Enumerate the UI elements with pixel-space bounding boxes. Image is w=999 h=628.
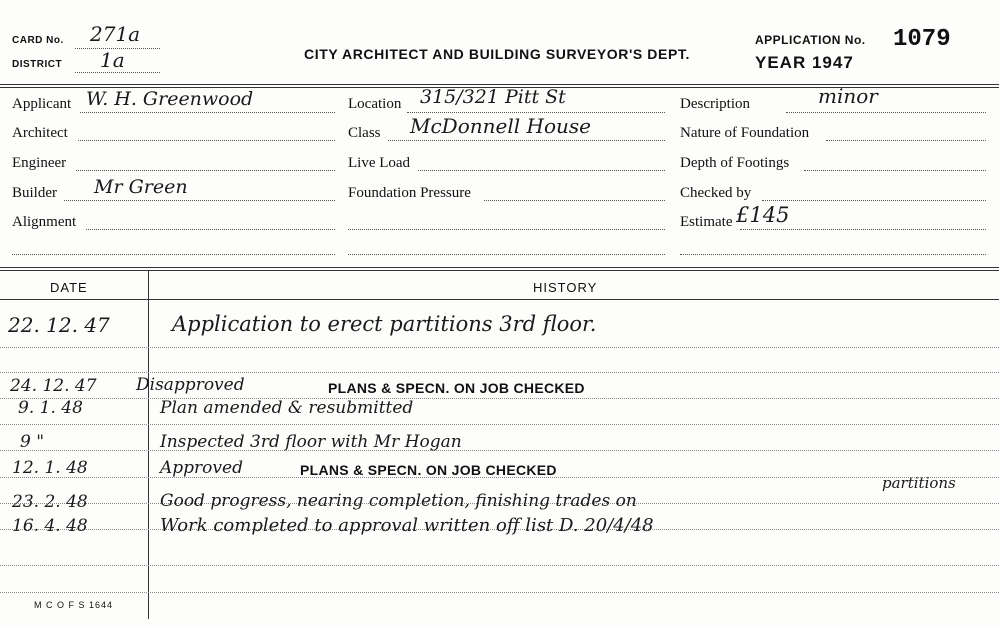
checked-stamp: PLANS & SPECN. ON JOB CHECKED <box>300 462 557 478</box>
description-line <box>786 112 986 113</box>
date-column-header: DATE <box>50 280 88 295</box>
alignment-label: Alignment <box>12 214 77 230</box>
alignment-line <box>86 229 335 230</box>
department-title: CITY ARCHITECT AND BUILDING SURVEYOR'S DEPT. <box>304 46 690 62</box>
engineer-label: Engineer <box>12 155 67 171</box>
ruled-line <box>0 347 999 348</box>
class-line <box>388 140 665 141</box>
column-header-rule <box>0 299 999 300</box>
history-date: 9. 1. 48 <box>18 398 83 418</box>
history-entry: Good progress, nearing completion, finishing trades on <box>160 491 637 511</box>
application-no-value: 1079 <box>893 26 951 53</box>
builder-line <box>64 200 335 201</box>
builder-value: Mr Green <box>94 176 188 198</box>
application-no-label: APPLICATION No. <box>755 33 866 47</box>
checked-by-label: Checked by <box>680 185 752 201</box>
district-line <box>75 72 160 73</box>
depth-of-footings-label: Depth of Footings <box>680 155 790 171</box>
nature-of-foundation-line <box>826 140 986 141</box>
blank-line-left <box>12 254 335 255</box>
ruled-line <box>0 565 999 566</box>
history-column-header: HISTORY <box>533 280 598 295</box>
location-label: Location <box>348 96 402 112</box>
form-code: M C O F S 1644 <box>34 600 114 610</box>
description-label: Description <box>680 96 750 112</box>
applicant-value: W. H. Greenwood <box>86 88 254 110</box>
history-date: 16. 4. 48 <box>12 516 88 536</box>
location-line <box>407 112 665 113</box>
applicant-label: Applicant <box>12 96 72 112</box>
live-load-label: Live Load <box>348 155 411 171</box>
ruled-line <box>0 372 999 373</box>
depth-of-footings-line <box>804 170 986 171</box>
live-load-line <box>418 170 665 171</box>
ruled-line <box>0 592 999 593</box>
district-value: 1a <box>100 48 125 72</box>
card-no-label: CARD No. <box>12 35 64 46</box>
ruled-line <box>0 450 999 451</box>
history-entry: Application to erect partitions 3rd floor. <box>172 312 597 336</box>
location-value: 315/321 Pitt St <box>420 86 566 108</box>
middle-blank-line <box>348 229 665 230</box>
history-top-rule <box>0 267 999 268</box>
estimate-value: £145 <box>736 203 790 227</box>
foundation-pressure-line <box>484 200 665 201</box>
history-date: 24. 12. 47 <box>10 376 97 396</box>
estimate-line <box>740 229 986 230</box>
checked-by-line <box>762 200 986 201</box>
architect-line <box>78 140 335 141</box>
history-date: 23. 2. 48 <box>12 492 88 512</box>
nature-of-foundation-label: Nature of Foundation <box>680 125 810 141</box>
builder-label: Builder <box>12 185 57 201</box>
history-date: 12. 1. 48 <box>12 458 88 478</box>
ruled-line <box>0 424 999 425</box>
architect-label: Architect <box>12 125 68 141</box>
history-top-rule-2 <box>0 270 999 271</box>
history-entry: Disapproved <box>136 375 245 395</box>
foundation-pressure-label: Foundation Pressure <box>348 185 471 201</box>
engineer-line <box>76 170 335 171</box>
class-label: Class <box>348 125 381 141</box>
history-entry: Approved <box>160 458 243 478</box>
date-column-divider <box>148 271 149 619</box>
history-entry: Plan amended & resubmitted <box>160 398 414 418</box>
history-entry: Work completed to approval written off list D. 20/4/48 <box>160 515 654 536</box>
history-date: 9 " <box>20 432 45 452</box>
ruled-line <box>0 398 999 399</box>
description-value: minor <box>818 84 878 108</box>
history-note: partitions <box>882 474 956 492</box>
blank-line-right <box>680 254 986 255</box>
year-label: YEAR 1947 <box>755 53 854 72</box>
checked-stamp: PLANS & SPECN. ON JOB CHECKED <box>328 380 585 396</box>
history-entry: Inspected 3rd floor with Mr Hogan <box>160 432 462 452</box>
class-value: McDonnell House <box>410 114 591 138</box>
applicant-line <box>80 112 335 113</box>
estimate-label: Estimate <box>680 214 733 230</box>
district-label: DISTRICT <box>12 59 63 70</box>
history-date: 22. 12. 47 <box>8 313 110 337</box>
card-no-value: 271a <box>90 22 141 46</box>
blank-line-middle <box>348 254 665 255</box>
